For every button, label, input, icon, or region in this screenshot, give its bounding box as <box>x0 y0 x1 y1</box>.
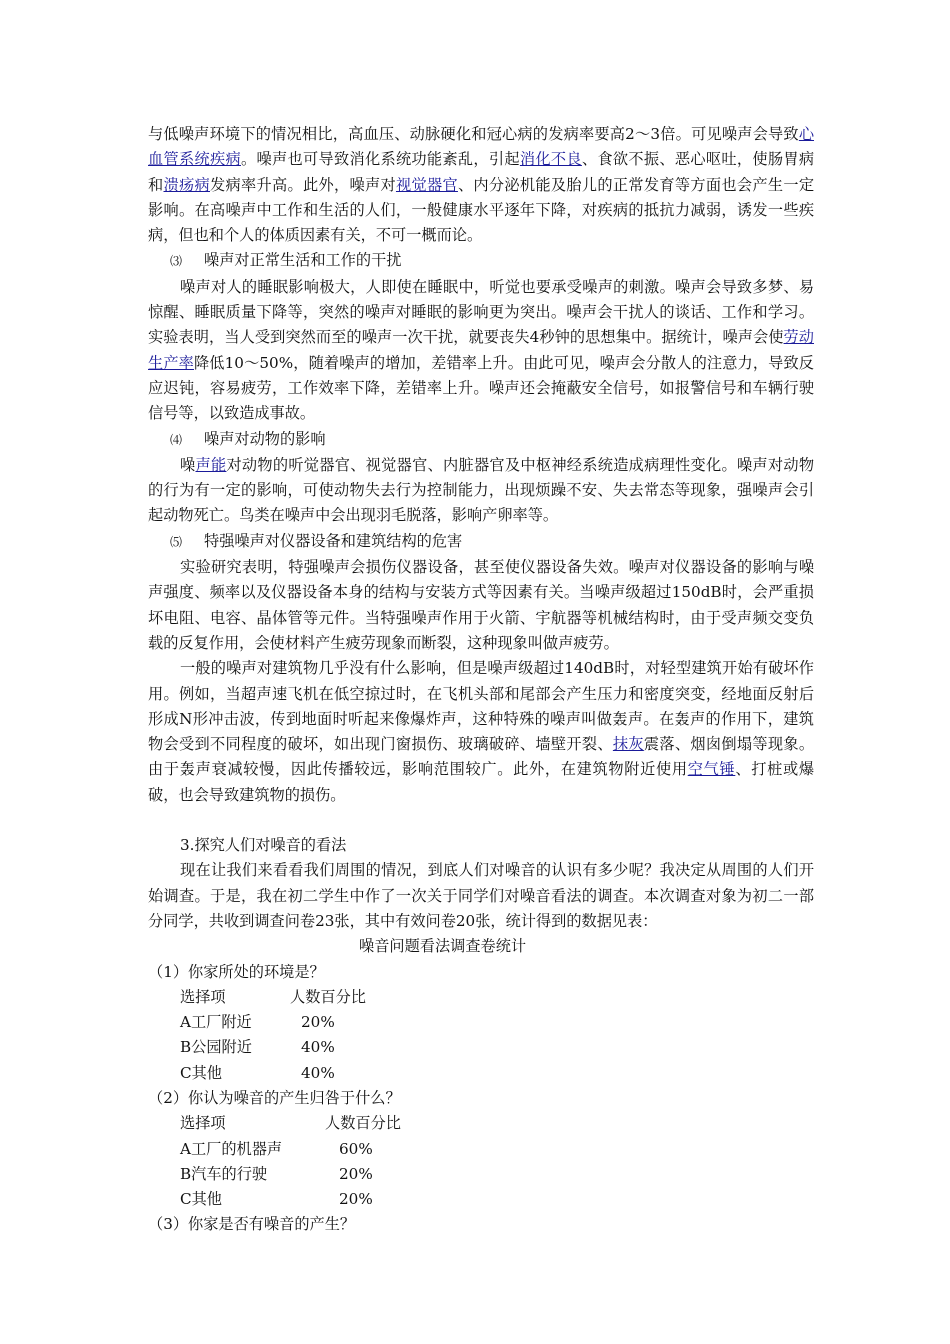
link-air-hammer[interactable]: 空气锤 <box>687 760 736 779</box>
link-indigestion[interactable]: 消化不良 <box>519 150 582 169</box>
paragraph-sleep-work <box>148 275 814 427</box>
survey-row <box>148 1187 814 1212</box>
heading-number: ⑷ <box>170 432 183 447</box>
header-option: 选择项 <box>180 1114 226 1133</box>
survey-percent: 60% <box>339 1139 373 1158</box>
text-run: 噪 <box>180 455 196 474</box>
survey-percent: 40% <box>301 1038 335 1057</box>
survey-option: B公园附近 <box>180 1038 252 1057</box>
text-run: 对动物的听觉器官、视觉器官、内脏器官及中枢神经系统造成病理性变化。噪声对动物的行为有一定的影响，可使动物失去行为控制能力，出现烦躁不安、失去常态等现象，强噪声会引起动物死亡。鸟类在噪声中会出现羽毛脱落，影响产卵率等。 <box>148 455 815 525</box>
paragraph-survey-intro: 现在让我们来看看我们周围的情况，到底人们对噪音的认识有多少呢？我决定从周围的人们开始调查。于是，我在初二学生中作了一次关于同学们对噪音看法的调查。本次调查对象为初二一部分同学，共收到调查问卷23张，其中有效问卷20张，统计得到的数据见表： <box>148 861 814 930</box>
section-title-survey: 3.探究人们对噪音的看法 <box>180 836 347 855</box>
link-sound-energy[interactable]: 声能 <box>195 455 227 474</box>
survey-percent: 20% <box>301 1013 335 1032</box>
heading-number: ⑶ <box>170 254 183 269</box>
survey-question-1: （1）你家所处的环境是？ <box>148 962 325 981</box>
blank-line <box>148 808 814 833</box>
text-run: 与低噪声环境下的情况相比，高血压、动脉硬化和冠心病的发病率要高2～3倍。可见噪声会导致 <box>148 125 799 143</box>
survey-option: B汽车的行驶 <box>180 1164 268 1183</box>
header-option: 选择项 <box>180 987 226 1006</box>
survey-percent: 40% <box>301 1063 335 1082</box>
survey-percent: 20% <box>339 1164 373 1183</box>
heading-number: ⑸ <box>170 534 183 549</box>
heading-life-work-interference <box>148 248 814 274</box>
survey-option: A工厂的机器声 <box>180 1139 283 1158</box>
survey-row <box>148 1137 814 1162</box>
survey-row <box>148 1035 814 1060</box>
paragraph-buildings <box>148 656 814 808</box>
survey-row <box>148 1010 814 1035</box>
survey-option: A工厂附近 <box>180 1013 252 1032</box>
heading-text: 特强噪声对仪器设备和建筑结构的危害 <box>204 531 463 550</box>
header-percent: 人数百分比 <box>325 1114 401 1133</box>
survey-table-title: 噪音问题看法调查卷统计 <box>359 937 527 956</box>
link-ulcer[interactable]: 溃疡病 <box>163 175 210 194</box>
survey-header-row <box>148 1111 814 1136</box>
survey-row <box>148 1061 814 1086</box>
paragraph-animals <box>148 453 814 529</box>
survey-question-2: （2）你认为噪音的产生归咎于什么？ <box>148 1088 401 1107</box>
text-run: 降低10～50%，随着噪声的增加，差错率上升。由此可见，噪声会分散人的注意力，导致反应迟钝，容易疲劳，工作效率下降，差错率上升。噪声还会掩蔽安全信号，如报警信号和车辆行驶信号等，以致造成事故。 <box>148 353 814 423</box>
heading-equipment-buildings <box>148 529 814 555</box>
text-run: 、内分泌机能及胎儿的正常发育等方面也会产生一定影响。在高噪声中工作和生活的人们，一般健康水平逐年下降，对疾病的抵抗力减弱，诱发一些疾病，但也和个人的体质因素有关，不可一概而论。 <box>148 175 815 245</box>
link-visual-organ[interactable]: 视觉器官 <box>395 175 458 194</box>
survey-option: C其他 <box>180 1190 222 1209</box>
link-cardiovascular-disease[interactable]: 心血管系统疾病 <box>148 125 814 169</box>
header-percent: 人数百分比 <box>290 987 366 1006</box>
survey-row <box>148 1162 814 1187</box>
heading-text: 噪声对正常生活和工作的干扰 <box>204 251 402 270</box>
text-run: 发病率升高。此外，噪声对 <box>210 175 396 194</box>
link-labor-productivity[interactable]: 劳动生产率 <box>148 328 814 372</box>
survey-header-row <box>148 985 814 1010</box>
text-run: 震落、烟囱倒塌等现象。由于轰声衰减较慢，因此传播较远，影响范围较广。此外，在建筑物附近使用 <box>148 735 815 779</box>
survey-question-3: （3）你家是否有噪音的产生？ <box>148 1215 356 1234</box>
document-body <box>148 122 814 1238</box>
survey-option: C其他 <box>180 1063 222 1082</box>
text-run: 、食欲不振、恶心呕吐，使肠胃病和 <box>148 150 815 194</box>
paragraph-equipment: 实验研究表明，特强噪声会损伤仪器设备，甚至使仪器设备失效。噪声对仪器设备的影响与噪声强度、频率以及仪器设备本身的结构与安装方式等因素有关。当噪声级超过150dB时，会严重损坏电阻、电容、晶体管等元件。当特强噪声作用于火箭、宇航器等机械结构时，由于受声频交变负载的反复作用，会使材料产生疲劳现象而断裂，这种现象叫做声疲劳。 <box>148 558 814 652</box>
survey-percent: 20% <box>339 1190 373 1209</box>
heading-text: 噪声对动物的影响 <box>204 429 326 448</box>
text-run: 噪声对人的睡眠影响极大，人即使在睡眠中，听觉也要承受噪声的刺激。噪声会导致多梦、易惊醒、睡眠质量下降等，突然的噪声对睡眠的影响更为突出。噪声会干扰人的谈话、工作和学习。实验表明，当人受到突然而至的噪声一次干扰，就要丧失4秒钟的思想集中。据统计，噪声会使 <box>148 277 814 347</box>
text-run: 一般的噪声对建筑物几乎没有什么影响，但是噪声级超过140dB时，对轻型建筑开始有破坏作用。例如，当超声速飞机在低空掠过时，在飞机头部和尾部会产生压力和密度突变，经地面反射后形成N形冲击波，传到地面时听起来像爆炸声，这种特殊的噪声叫做轰声。在轰声的作用下，建筑物会受到不同程度的破坏，如出现门窗损伤、玻璃破碎、墙壁开裂、 <box>148 659 814 754</box>
text-run: 、打桩或爆破，也会导致建筑物的损伤。 <box>148 760 815 804</box>
paragraph-health-effects <box>148 122 814 248</box>
text-run: 。噪声也可导致消化系统功能紊乱，引起 <box>240 150 520 169</box>
heading-animal-effects <box>148 427 814 453</box>
link-plaster[interactable]: 抹灰 <box>612 735 644 754</box>
